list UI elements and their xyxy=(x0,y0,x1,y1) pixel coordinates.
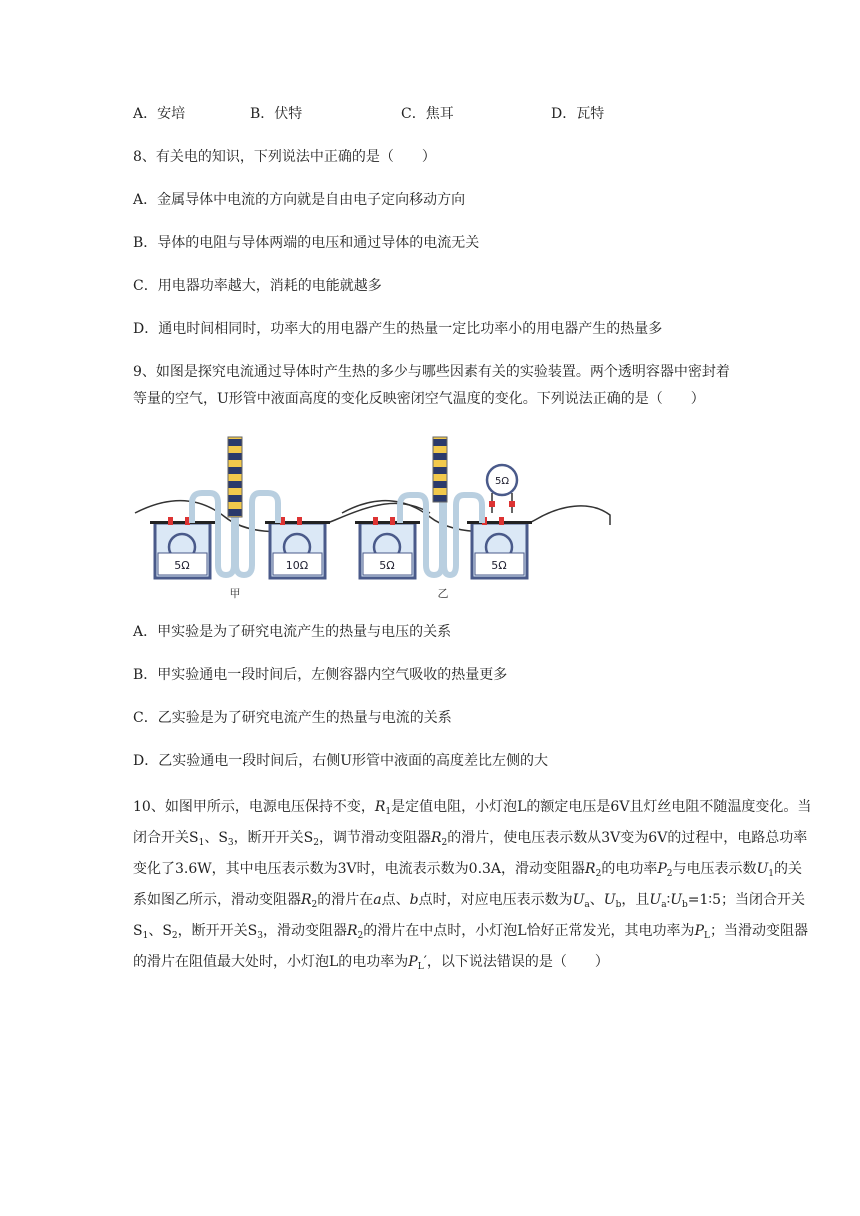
q9-stem-line1: 9、如图是探究电流通过导体时产生热的多少与哪些因素有关的实验装置。两个透明容器中密封着 xyxy=(133,364,730,380)
q9-option-d: D．乙实验通电一段时间后，右侧U形管中液面的高度差比左侧的大 xyxy=(133,753,549,769)
q9-option-b: B．甲实验通电一段时间后，左侧容器内空气吸收的热量更多 xyxy=(133,667,508,683)
q8-option-b: B．导体的电阻与导体两端的电压和通过导体的电流无关 xyxy=(133,235,480,251)
q9-stem-line2: 等量的空气，U形管中液面高度的变化反映密闭空气温度的变化。下列说法正确的是（ ） xyxy=(133,391,705,407)
resistor-label: 5Ω xyxy=(494,476,510,487)
q8-stem: 8、有关电的知识，下列说法中正确的是（ ） xyxy=(133,149,436,165)
q7-option-b: B．伏特 xyxy=(250,106,303,122)
resistor-label: 10Ω xyxy=(285,559,309,572)
resistor-label: 5Ω xyxy=(174,559,190,572)
figure-label-jia: 甲 xyxy=(229,587,241,600)
q8-option-a: A．金属导体中电流的方向就是自由电子定向移动方向 xyxy=(133,192,466,208)
apparatus-right xyxy=(342,437,610,600)
joule-heating-figure xyxy=(130,425,730,605)
q7-option-d: D．瓦特 xyxy=(551,106,605,122)
q9-option-a: A．甲实验是为了研究电流产生的热量与电压的关系 xyxy=(133,624,452,640)
q9-option-c: C．乙实验是为了研究电流产生的热量与电流的关系 xyxy=(133,710,452,726)
figure-label-yi: 乙 xyxy=(437,587,449,600)
q10-stem: 10、如图甲所示，电源电压保持不变，$R_1$是定值电阻，小灯泡L的额定电压是6V且灯丝电阻不随温度变化。当闭合开关$S_1$、$S_3$，断开开关$S_2$，调节滑动变阻器$R_2$的滑片，使电压表示数从3V变为6V的过程中，电路总功率变化了3.6W，其中电压表示数为3V时，电流表示数为0.3A，滑动变阻器$R_2$的电功率$P_2$与电压表示数$U_1$的关系如图乙所示，滑动变阻器$R_2$的滑片在a点、b点时，对应电压表示数为$U_a$、$U_b$，且$U_a∶U_b=1∶5$；当闭合开关$S_1$、$S_2$，断开开关$S_3$，滑动变阻器$R_2$的滑片在中点时，小灯泡L恰好正常发光，其电功率为$P_L$；当滑动变阻器的滑片在阻值最大处时，小灯泡L的电功率为$P_L'$，以下说法错误的是（ ） xyxy=(133,799,812,972)
q7-option-c: C．焦耳 xyxy=(401,106,454,122)
resistor-label: 5Ω xyxy=(379,559,395,572)
resistor-label: 5Ω xyxy=(491,559,507,572)
q8-option-d: D．通电时间相同时，功率大的用电器产生的热量一定比功率小的用电器产生的热量多 xyxy=(133,321,663,337)
q7-option-a: A．安培 xyxy=(133,106,186,122)
q8-option-c: C．用电器功率越大，消耗的电能就越多 xyxy=(133,278,382,294)
